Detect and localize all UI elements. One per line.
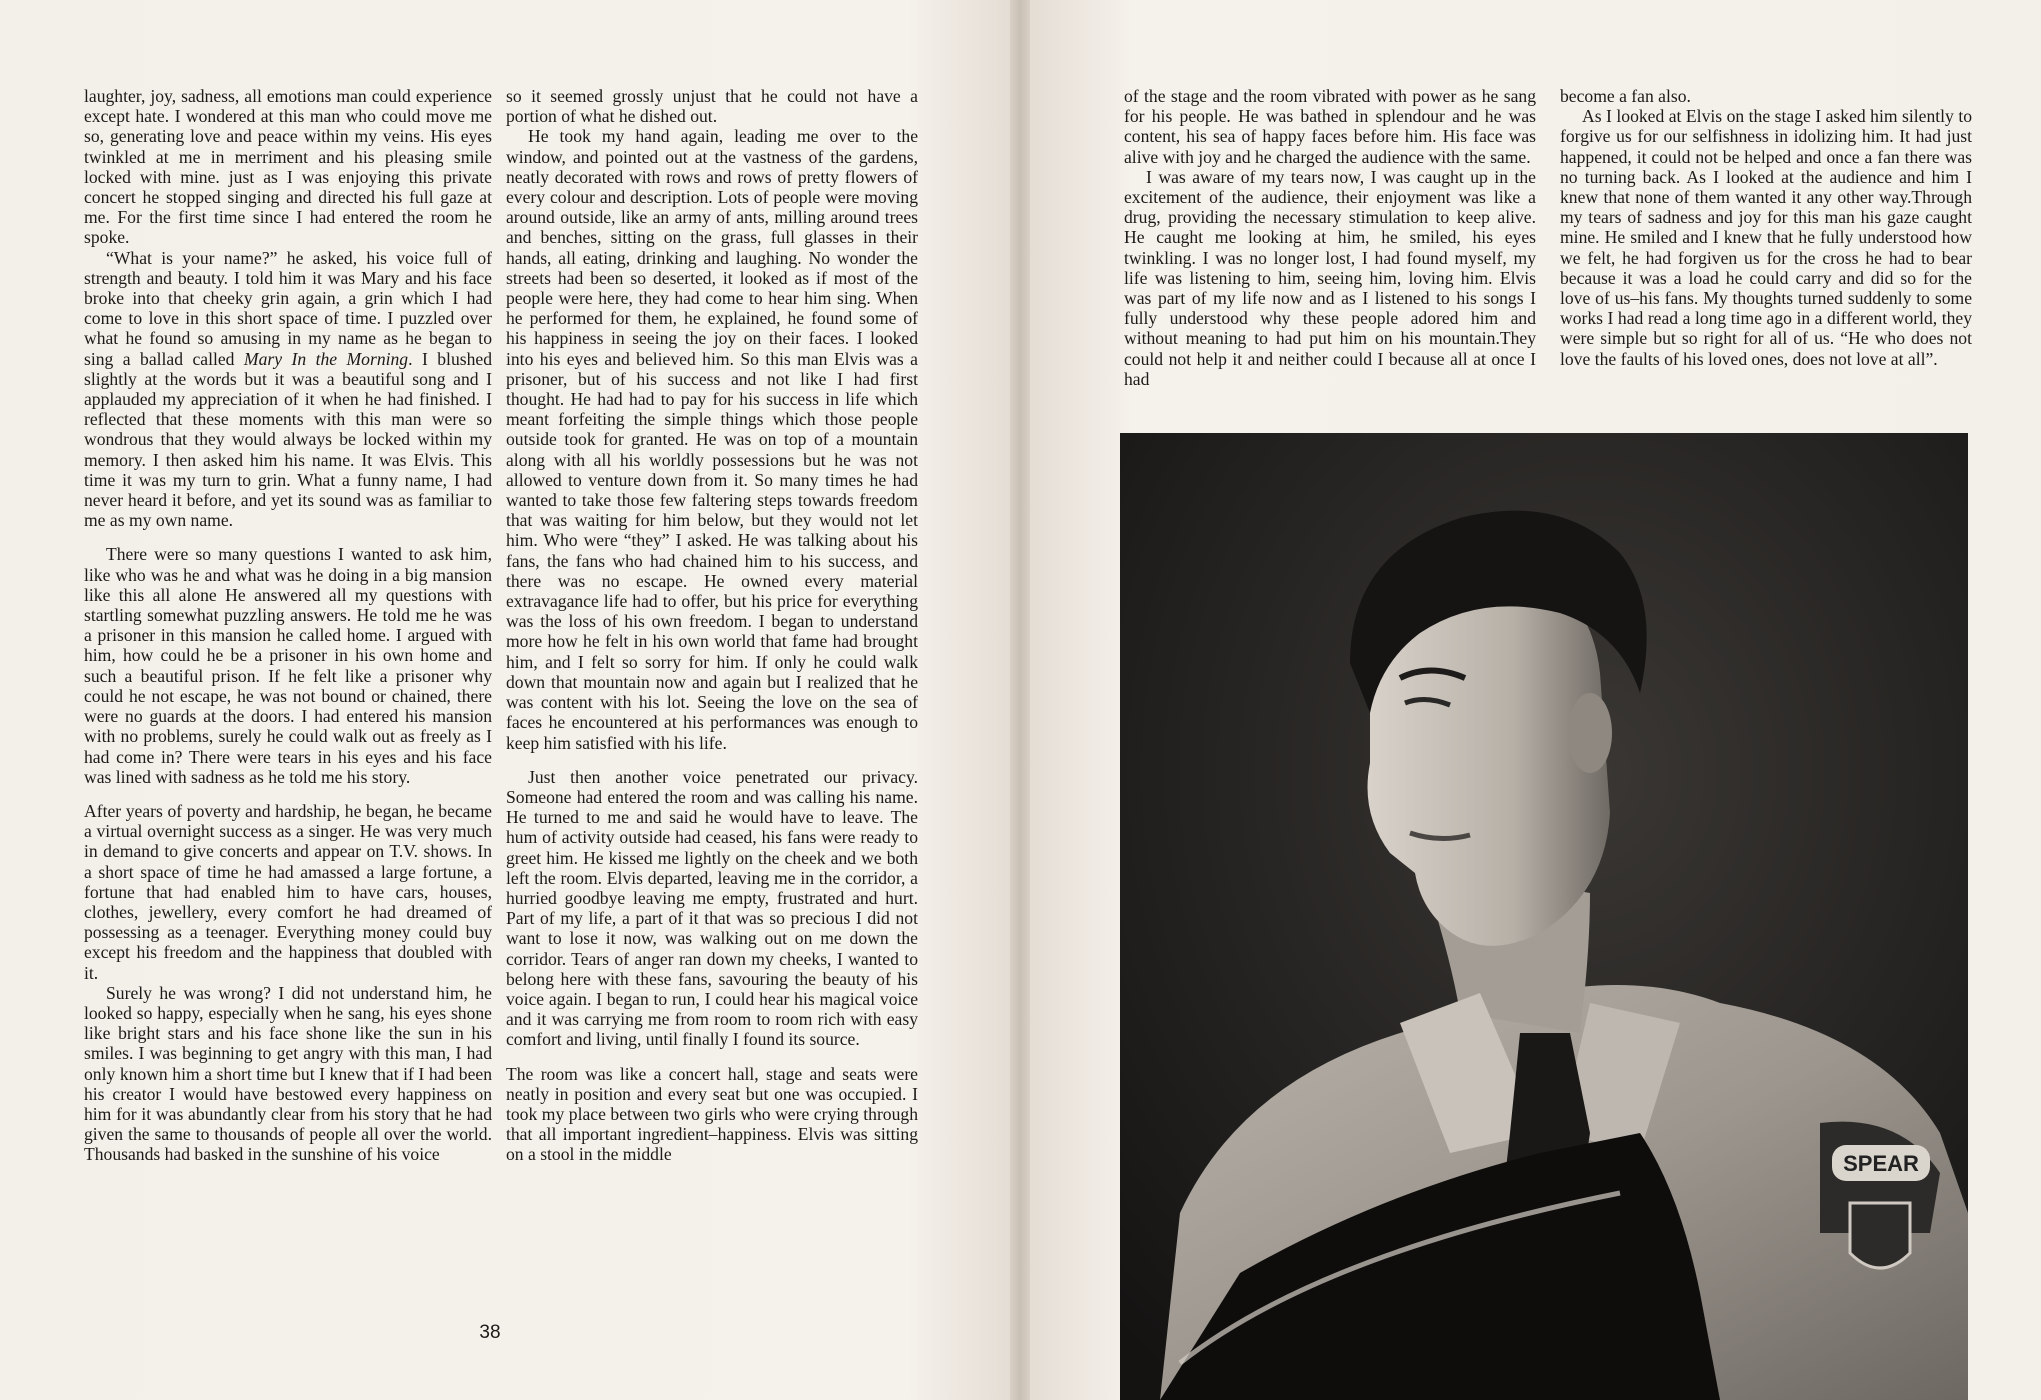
spine-gutter (1010, 0, 1030, 1400)
paragraph: Just then another voice penetrated our privacy. Someone had entered the room and was calling his name. He turned to me and said he would have to leave. The hum of activity outside had ceased, his fans were ready to greet him. He kissed me lightly on the cheek and we both left the room. Elvis departed, leaving me in the corridor, a hurried goodbye leaving me empty, frustrated and hurt. Part of my life, a part of it that was so precious I did not want to lose it now, was walking out on me down the corridor. Tears of anger ran down my cheeks, I wanted to belong here with these fans, savouring the beauty of his voice again. I began to run, I could hear his magical voice and it was carrying me from room to room rich with easy comfort and living, until finally I found its source. (506, 766, 918, 1050)
paragraph: Surely he was wrong? I did not understand him, he looked so happy, especially when he sang, his eyes shone like bright stars and his face shone like the sun in his smiles. I was beginning to get angry with this man, I had only known him a short time but I knew that if I had been his creator I would have bestowed every happiness on him for it was abundantly clear from his story that he had given the same to thousands of people all over the world. Thousands had basked in the sunshine of his voice (84, 982, 492, 1165)
text-column-2 (506, 86, 918, 1165)
patch-label: SPEAR (1843, 1151, 1919, 1176)
paragraph: After years of poverty and hardship, he began, he became a virtual overnight success as a singer. He was very much in demand to give concerts and appear on T.V. shows. In a short space of time he had amassed a large fortune, a fortune that had enabled him to have cars, houses, clothes, jewellery, every comfort he had dreamed of possessing as a teenager. Everything money could buy except his freedom and the happiness that doubled with it. (84, 800, 492, 983)
song-title: Mary In the Morning (243, 348, 409, 369)
paragraph: of the stage and the room vibrated with power as he sang for his people. He was bathed in splendour and he was content, his sea of happy faces before him. His face was alive with joy and he charged the audience with the same. (1124, 86, 1536, 167)
photo-illustration (1120, 433, 1968, 1400)
paragraph: become a fan also. (1560, 86, 1691, 106)
paragraph: As I looked at Elvis on the stage I asked him silently to forgive us for our selfishness in idolizing him. It had just happened, it could not be helped and once a fan there was no turning back. As I looked at the audience and him I knew that none of them wanted it any other way.Through my tears of sadness and joy for this man his gaze caught mine. He smiled and I knew that he fully understood how we felt, he had forgiven us for the cross he had to bear because it was a load he could carry and did so for the love of us–his fans. My thoughts turned suddenly to some works I had read a long time ago in a different world, they were simple but so right for all of us. “He who does not love the faults of his loved ones, does not love at all”. (1560, 106, 1972, 369)
text-run: “What is your name?” he asked, his voice full of strength and beauty. I told him it was Mary and his face broke into that cheeky grin again, a grin which I had come to love in this short space of time. I puzzled over what he found so amusing in my name as he began to sing a ballad called (84, 247, 492, 369)
text-column-1 (84, 86, 492, 1165)
right-page (1030, 0, 2041, 1400)
text-column-3 (1124, 86, 1536, 389)
paragraph (84, 248, 492, 531)
portrait-photo (1120, 433, 1968, 1400)
text-column-4 (1560, 86, 1972, 369)
page-number: 38 (479, 1322, 501, 1343)
paragraph: The room was like a concert hall, stage and seats were neatly in position and every seat but one was occupied. I took my place between two girls who were crying through that all important ingredient–happiness. Elvis was sitting on a stool in the middle (506, 1063, 918, 1165)
paragraph: so it seemed grossly unjust that he could not have a portion of what he dished out. (506, 86, 918, 127)
paragraph: He took my hand again, leading me over to the window, and pointed out at the vastness of the gardens, neatly decorated with rows and rows of pretty flowers of every colour and description. Lots of people were moving around outside, like an army of ants, milling around trees and benches, sitting on the grass, full glasses in their hands, all eating, drinking and laughing. No wonder the streets had been so deserted, it looked as if most of the people were here, they had come to hear him sing. When he performed for them, he explained, he found some of his happiness in seeing the joy on their faces. I looked into his eyes and believed him. So this man Elvis was a prisoner, but of his success and not like I had first thought. He had had to pay for his success in life which meant forfeiting the simple things which those people outside took for granted. He was on top of a mountain along with all his worldly possessions but he was not allowed to venture down from it. So many times he had wanted to take those few faltering steps towards freedom that was waiting for him below, but they would not let him. Who were “they” I asked. He was talking about his fans, the fans who had chained him to his success, and there was no escape. He owned every material extravagance life had to offer, but his price for everything was the loss of his own freedom. I began to understand more how he felt in his own world that fame had brought him, and I felt so sorry for him. If only he could walk down that mountain now and again but I realized that he was content with his lot. Seeing the love on the sea of faces he encountered at his performances was enough to keep him satisfied with his life. (506, 126, 918, 753)
paragraph: I was aware of my tears now, I was caught up in the excitement of the audience, their enjoyment was like a drug, providing the necessary stimulation to keep alive. He caught me looking at him, he smiled, his eyes twinkling. I was no longer lost, I had found myself, my life was listening to him, seeing him, loving him. Elvis was part of my life now and as I listened to his songs I fully understood why these people adored him and without meaning to had put him on his mountain.They could not help it and neither could I because all at once I had (1124, 166, 1536, 389)
text-run: . I blushed slightly at the words but it was a beautiful song and I applauded my appreciation of it when he had finished. I reflected that these moments with this man were so wondrous that they would always be locked within my memory. I then asked him his name. It was Elvis. This time it was my turn to grin. What a funny name, I had never heard it before, and yet its sound was as familiar to me as my own name. (84, 348, 492, 531)
paragraph: There were so many questions I wanted to ask him, like who was he and what was he doing in a big mansion like this all alone He answered all my questions with startling somewhat puzzling answers. He told me he was a prisoner in this mansion he called home. I argued with him, how could he be a prisoner in his own home and such a beautiful prison. If he felt like a prisoner why could he not escape, he was not bound or chained, there were no guards at the doors. I had entered his mansion with no problems, surely he could walk out as freely as I had come in? There were tears in his eyes and his face was lined with sadness as he told me his story. (84, 544, 492, 787)
left-page (0, 0, 1010, 1400)
paragraph: laughter, joy, sadness, all emotions man could experience except hate. I wondered at this man who could move me so, generating love and peace within my veins. His eyes twinkled at me in merriment and his pleasing smile locked with mine. just as I was enjoying this private concert he stopped singing and directed his full gaze at me. For the first time since I had entered the room he spoke. (84, 86, 492, 248)
